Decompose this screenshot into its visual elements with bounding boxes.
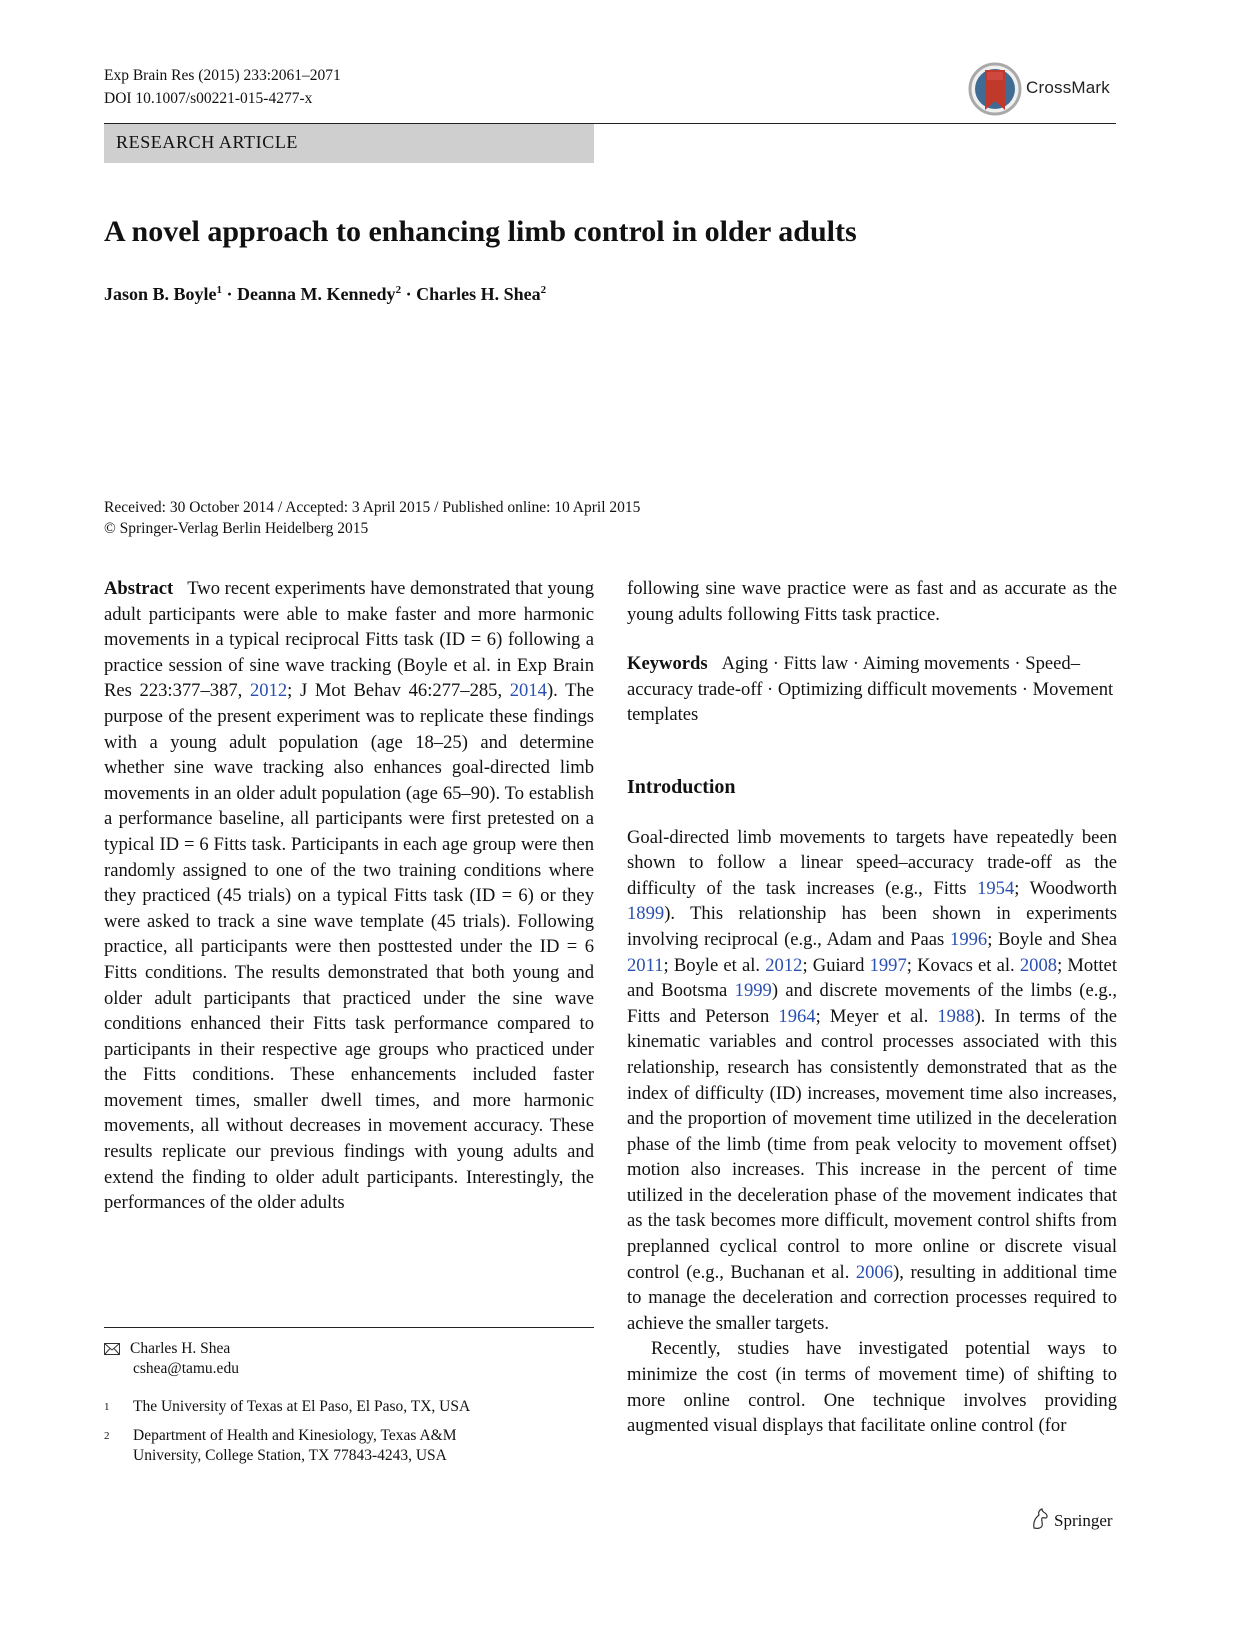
citation-link[interactable]: 2008 bbox=[1019, 954, 1058, 976]
right-column bbox=[627, 576, 1117, 1439]
citation-link[interactable]: 1954 bbox=[977, 877, 1015, 899]
article-title: A novel approach to enhancing limb control in older adults bbox=[104, 215, 857, 248]
citation-link[interactable]: 1997 bbox=[869, 954, 907, 976]
affiliation bbox=[104, 1426, 457, 1466]
introduction-text: ). In terms of the kinematic variables and control processes associated with this relationship, research has consistently demonstrated that as the index of difficulty (ID) increases, movement time also increases, and the proportion of movement time utilized in the deceleration phase of the limb (time from peak velocity to movement offset) motion also increases. This increase in the percent of time utilized in the deceleration phase of the movement indicates that as the task becomes more difficult, movement control shifts from preplanned cyclical control to more online or discrete visual control (e.g., Buchanan et al. bbox=[627, 1005, 1117, 1283]
introduction-text: ; Boyle and Shea bbox=[987, 928, 1117, 950]
journal-line: Exp Brain Res (2015) 233:2061–2071 bbox=[104, 67, 341, 84]
introduction-text: ; Boyle et al. bbox=[663, 954, 766, 976]
citation-link[interactable]: 1999 bbox=[734, 980, 772, 1002]
publication-history bbox=[104, 497, 640, 539]
affiliation-text: The University of Texas at El Paso, El Paso, TX, USA bbox=[133, 1398, 471, 1415]
introduction-paragraph bbox=[627, 825, 1117, 1337]
affiliation-line: University, College Station, TX 77843-4243, USA bbox=[133, 1447, 447, 1464]
citation-link[interactable]: 2011 bbox=[627, 954, 664, 976]
citation-link[interactable]: 1996 bbox=[950, 928, 988, 950]
keywords bbox=[627, 651, 1117, 728]
corresponding-author bbox=[104, 1339, 239, 1379]
affiliation-line: Department of Health and Kinesiology, Texas A&M bbox=[133, 1427, 457, 1444]
author-name[interactable]: Deanna M. Kennedy bbox=[237, 284, 396, 304]
introduction-text: ), resulting in additional time to manage the deceleration and correction processes required to achieve the smaller targets. bbox=[627, 1261, 1117, 1334]
abstract-text: ; J Mot Behav 46:277–285, bbox=[287, 680, 510, 702]
envelope-icon bbox=[104, 1343, 120, 1355]
crossmark-badge[interactable] bbox=[968, 60, 1118, 120]
footnote-rule bbox=[104, 1327, 594, 1328]
citation-link[interactable]: 2012 bbox=[765, 954, 803, 976]
citation-link[interactable]: 2006 bbox=[855, 1261, 894, 1283]
introduction-text: ). This relationship has been shown in experiments involving reciprocal (e.g., Adam and Paas bbox=[627, 903, 1117, 950]
received-accepted-line: Received: 30 October 2014 / Accepted: 3 April 2015 / Published online: 10 April 2015 bbox=[104, 499, 641, 516]
journal-citation bbox=[104, 64, 341, 110]
article-type-banner bbox=[104, 124, 594, 163]
author-affiliation-mark: 2 bbox=[395, 284, 402, 296]
introduction-text: ; Kovacs et al. bbox=[906, 954, 1020, 976]
introduction-text: ; Meyer et al. bbox=[815, 1005, 938, 1027]
springer-horse-icon bbox=[1030, 1508, 1050, 1530]
author-affiliation-mark: 2 bbox=[540, 284, 547, 296]
citation-link[interactable]: 1988 bbox=[937, 1005, 975, 1027]
citation-link[interactable]: 1964 bbox=[778, 1005, 816, 1027]
section-heading-introduction: Introduction bbox=[627, 775, 736, 798]
introduction-text: ; Guiard bbox=[802, 954, 870, 976]
affiliation-number: 2 bbox=[104, 1430, 110, 1442]
author-affiliation-mark: 1 bbox=[216, 284, 223, 296]
author-separator: · bbox=[222, 284, 238, 304]
introduction-text: ) and discrete movements of the limbs (e.g., Fitts and Peterson bbox=[627, 980, 1117, 1027]
abstract-paragraph bbox=[104, 576, 594, 1216]
crossmark-icon bbox=[968, 60, 1022, 118]
publisher-name: Springer bbox=[1054, 1511, 1113, 1530]
crossmark-label: CrossMark bbox=[1026, 78, 1110, 97]
introduction-text: Goal-directed limb movements to targets have repeatedly been shown to follow a linear speed–accuracy trade-off as the difficulty of the task increases (e.g., Fitts bbox=[627, 826, 1117, 899]
introduction-text: ; Mottet and Bootsma bbox=[627, 954, 1117, 1002]
abstract-label: Abstract bbox=[104, 578, 174, 599]
keywords-text: Aging · Fitts law · Aiming movements · Speed–accuracy trade-off · Optimizing difficult movements · Movement templates bbox=[627, 653, 1114, 726]
article-type-label: RESEARCH ARTICLE bbox=[116, 132, 299, 152]
doi-line[interactable]: DOI 10.1007/s00221-015-4277-x bbox=[104, 90, 313, 107]
abstract-continuation: following sine wave practice were as fast and as accurate as the young adults following Fitts task practice. bbox=[627, 578, 1117, 625]
abstract-text: Two recent experiments have demonstrated that young adult participants were able to make faster and more harmonic movements in a typical reciprocal Fitts task (ID = 6) following a practice session of sine wave tracking (Boyle et al. in Exp Brain Res 223:377–387, bbox=[104, 578, 594, 702]
corresponding-name: Charles H. Shea bbox=[130, 1340, 231, 1357]
affiliation-text bbox=[133, 1426, 457, 1466]
author-list bbox=[104, 284, 546, 305]
abstract-text: ). The purpose of the present experiment was to replicate these findings with a young adult population (age 18–25) and determine whether sine wave tracking also enhances goal-directed limb movements in an older adult population (age 65–90). To establish a performance baseline, all participants were first pretested on a typical ID = 6 Fitts task. Participants in each age group were then randomly assigned to one of the two training conditions where they practiced (45 trials) on a typical Fitts task (ID = 6) or they were asked to track a sine wave template (45 trials). Following practice, all participants were then posttested under the ID = 6 Fitts conditions. The results demonstrated that both young and older adult participants that practiced under the sine wave conditions enhanced their Fitts task performance compared to participants in their respective age groups who practiced under the Fitts conditions. These enhancements included faster movement times, smaller dwell times, and more harmonic movements, all without decreases in movement accuracy. These results replicate our previous findings with young adults and extend the finding to older adult participants. Interestingly, the performances of the older adults bbox=[104, 680, 594, 1214]
introduction-paragraph: Recently, studies have investigated potential ways to minimize the cost (in terms of movement time) of shifting to more online control. One technique involves providing augmented visual displays that facilitate online control (for bbox=[627, 1338, 1117, 1437]
citation-link[interactable]: 1899 bbox=[627, 903, 665, 925]
copyright-line: © Springer-Verlag Berlin Heidelberg 2015 bbox=[104, 520, 369, 537]
citation-link[interactable]: 2012 bbox=[249, 680, 288, 702]
author-name[interactable]: Jason B. Boyle bbox=[104, 284, 217, 304]
citation-link[interactable]: 2014 bbox=[509, 680, 547, 702]
affiliation bbox=[104, 1397, 470, 1417]
corresponding-email[interactable]: cshea@tamu.edu bbox=[133, 1360, 239, 1377]
publisher-logo bbox=[1030, 1508, 1113, 1531]
keywords-label: Keywords bbox=[627, 653, 708, 675]
abstract bbox=[104, 576, 594, 1216]
introduction-text: ; Woodworth bbox=[1014, 877, 1118, 899]
author-name[interactable]: Charles H. Shea bbox=[416, 284, 541, 304]
author-separator: · bbox=[401, 284, 417, 304]
affiliation-number: 1 bbox=[104, 1401, 110, 1413]
